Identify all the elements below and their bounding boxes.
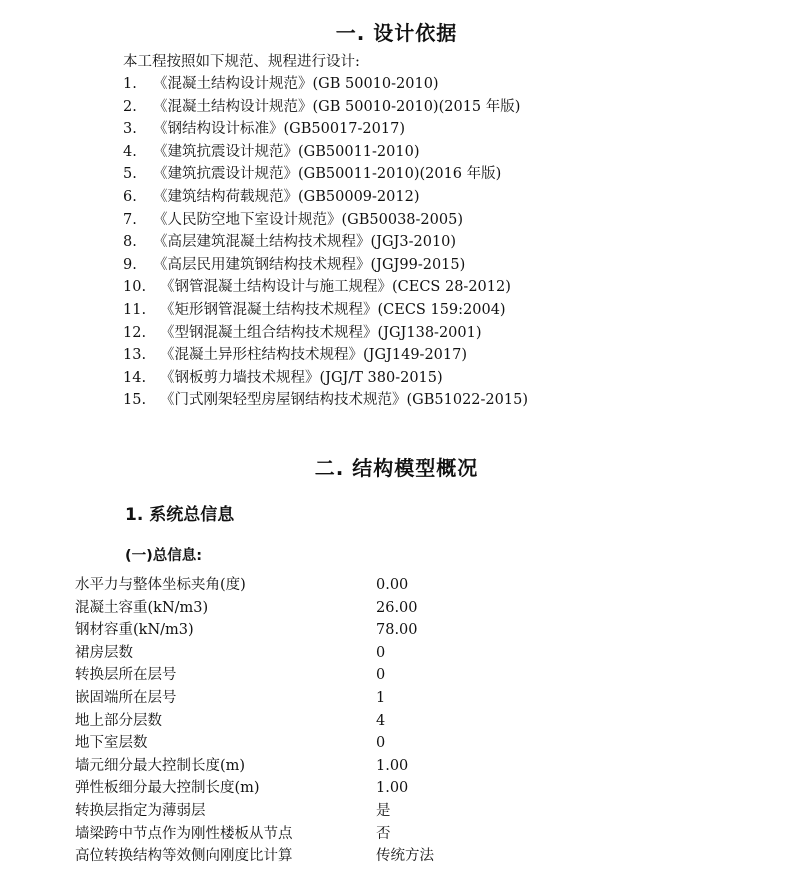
reference-number: 5. <box>123 166 137 183</box>
param-row <box>75 710 434 733</box>
reference-text: 《钢管混凝土结构设计与施工规程》(CECS 28-2012) <box>160 279 511 296</box>
reference-text: 《混凝土异形柱结构技术规程》(JGJ149-2017) <box>160 347 467 364</box>
param-row <box>75 619 434 642</box>
reference-number: 11. <box>123 301 147 318</box>
param-name: 高位转换结构等效侧向刚度比计算 <box>75 848 293 865</box>
param-row <box>75 823 434 846</box>
reference-text: 《高层民用建筑钢结构技术规程》(JGJ99-2015) <box>153 256 466 273</box>
param-row <box>75 755 434 778</box>
param-name: 地下室层数 <box>75 735 148 752</box>
reference-list-continued <box>123 276 528 412</box>
reference-text: 《混凝土结构设计规范》(GB 50010-2010) <box>153 76 439 92</box>
section2-title: 二. 结构模型概况 <box>314 456 479 480</box>
reference-item <box>123 186 520 209</box>
reference-number: 4. <box>123 143 137 160</box>
reference-text: 《矩形钢管混凝土结构技术规程》(CECS 159:2004) <box>160 301 506 318</box>
param-name: 钢材容重(kN/m3) <box>75 622 194 639</box>
param-value: 0 <box>376 667 386 684</box>
param-name: 弹性板细分最大控制长度(m) <box>75 780 260 797</box>
param-value: 26.00 <box>376 599 418 616</box>
param-row <box>75 642 434 665</box>
reference-item <box>123 118 520 141</box>
reference-number: 15. <box>123 392 147 409</box>
group-title: (一)总信息: <box>125 548 203 564</box>
param-value: 0 <box>376 644 386 661</box>
param-value: 0 <box>376 735 386 752</box>
reference-number: 12. <box>123 324 147 341</box>
reference-item <box>123 96 520 119</box>
reference-text: 《建筑抗震设计规范》(GB50011-2010)(2016 年版) <box>153 166 502 183</box>
param-row <box>75 777 434 800</box>
reference-item <box>123 344 528 367</box>
param-value: 1.00 <box>376 780 409 797</box>
param-row <box>75 800 434 823</box>
reference-item <box>123 73 520 96</box>
reference-item <box>123 163 520 186</box>
reference-text: 《混凝土结构设计规范》(GB 50010-2010)(2015 年版) <box>153 98 521 115</box>
param-name: 转换层指定为薄弱层 <box>75 802 206 819</box>
param-value: 78.00 <box>376 622 418 639</box>
param-name: 嵌固端所在层号 <box>75 689 177 706</box>
reference-number: 10. <box>123 279 147 296</box>
param-name: 墙元细分最大控制长度(m) <box>75 757 246 774</box>
reference-number: 7. <box>123 211 137 228</box>
reference-number: 9. <box>123 256 137 273</box>
reference-item <box>123 322 528 345</box>
reference-text: 《门式刚架轻型房屋钢结构技术规范》(GB51022-2015) <box>160 392 528 409</box>
reference-item <box>123 276 528 299</box>
param-name: 水平力与整体坐标夹角(度) <box>75 577 246 593</box>
param-name: 墙梁跨中节点作为刚性楼板从节点 <box>75 825 293 842</box>
param-row <box>75 574 434 597</box>
reference-text: 《建筑结构荷载规范》(GB50009-2012) <box>153 188 420 205</box>
reference-number: 13. <box>123 347 147 364</box>
param-name: 转换层所在层号 <box>75 667 177 684</box>
reference-text: 《建筑抗震设计规范》(GB50011-2010) <box>153 143 420 160</box>
reference-text: 《钢结构设计标准》(GB50017-2017) <box>153 121 405 138</box>
reference-text: 《高层建筑混凝土结构技术规程》(JGJ3-2010) <box>153 234 457 251</box>
param-row <box>75 687 434 710</box>
param-name: 裙房层数 <box>75 644 133 661</box>
subsection-title: 1. 系统总信息 <box>125 505 235 525</box>
param-value: 是 <box>376 802 391 819</box>
reference-number: 3. <box>123 121 137 138</box>
param-row <box>75 664 434 687</box>
param-name: 混凝土容重(kN/m3) <box>75 599 209 616</box>
general-info-table <box>75 574 434 868</box>
reference-item <box>123 299 528 322</box>
section1-title: 一. 设计依据 <box>335 21 458 45</box>
reference-item <box>123 367 528 390</box>
param-row <box>75 845 434 868</box>
param-name: 地上部分层数 <box>75 712 162 729</box>
param-value: 否 <box>376 825 391 842</box>
reference-number: 6. <box>123 188 137 205</box>
reference-item <box>123 254 520 277</box>
reference-text: 《钢板剪力墙技术规程》(JGJ/T 380-2015) <box>160 369 443 386</box>
param-value: 传统方法 <box>376 848 434 865</box>
reference-text: 《人民防空地下室设计规范》(GB50038-2005) <box>153 211 463 228</box>
param-value: 4 <box>376 712 386 729</box>
reference-list <box>123 73 520 276</box>
param-value: 1 <box>376 689 386 706</box>
reference-item <box>123 209 520 232</box>
reference-item <box>123 231 520 254</box>
reference-number: 1. <box>123 76 137 92</box>
reference-number: 8. <box>123 234 137 251</box>
param-value: 1.00 <box>376 757 409 774</box>
reference-text: 《型钢混凝土组合结构技术规程》(JGJ138-2001) <box>160 324 482 341</box>
intro-text: 本工程按照如下规范、规程进行设计: <box>123 54 360 70</box>
reference-item <box>123 141 520 164</box>
reference-number: 14. <box>123 369 147 386</box>
param-row <box>75 732 434 755</box>
param-value: 0.00 <box>376 577 409 593</box>
param-row <box>75 597 434 620</box>
reference-item <box>123 389 528 412</box>
reference-number: 2. <box>123 98 137 115</box>
